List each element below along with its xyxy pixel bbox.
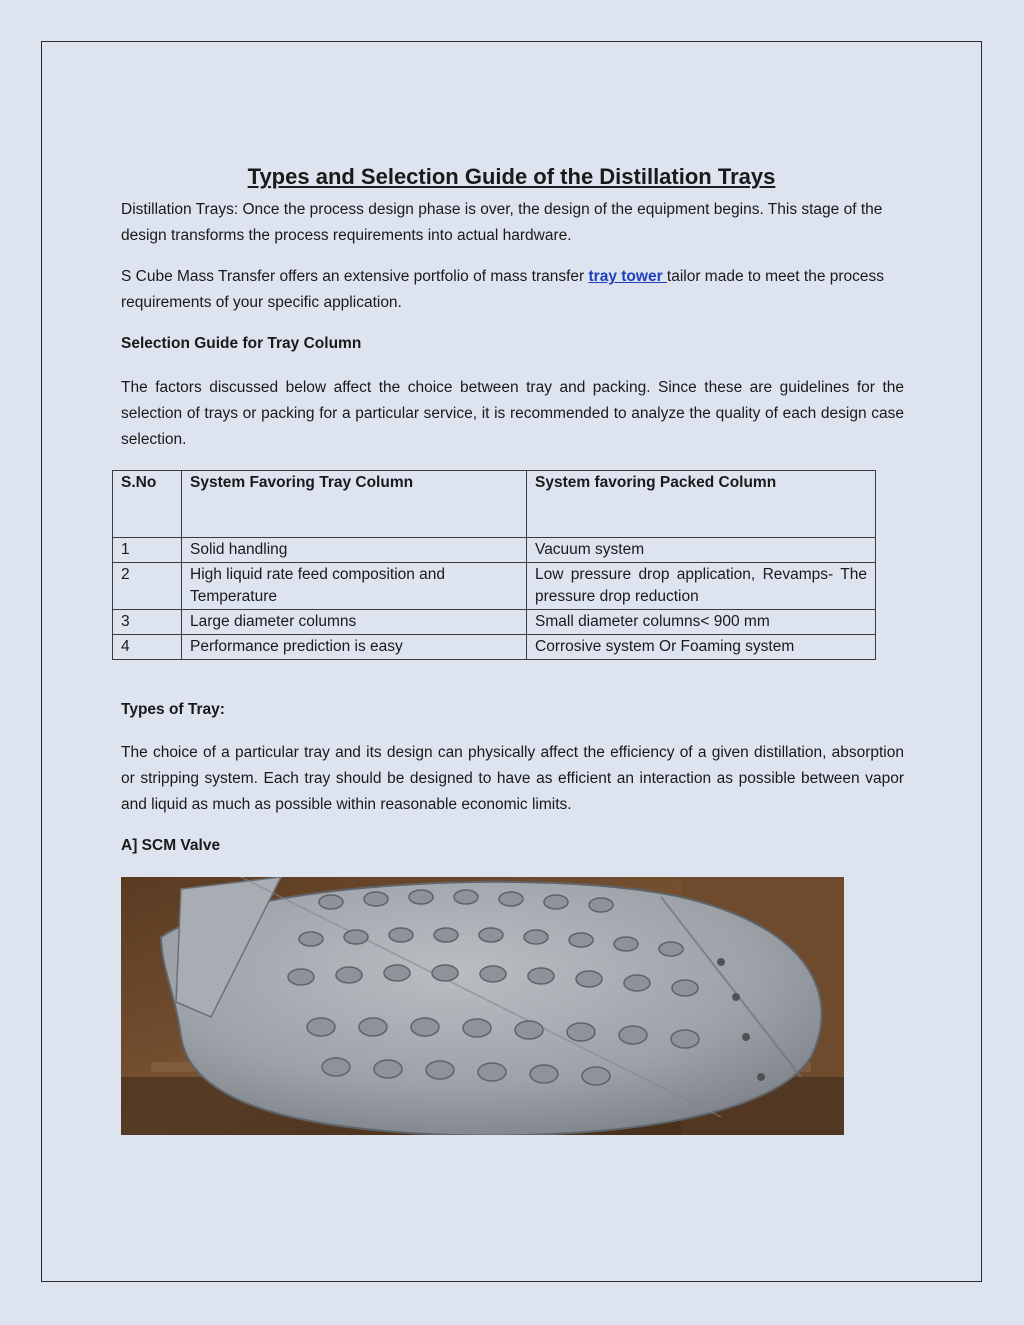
cell-sno: 2 [113, 563, 182, 610]
intro-paragraph: Distillation Trays: Once the process design phase is over, the design of the equipment begins. This stage of the design transforms the process requirements into actual hardware. [121, 201, 883, 244]
tray-photo-illustration [121, 877, 844, 1135]
scm-valve-heading: A] SCM Valve [121, 837, 221, 854]
portfolio-text-before: S Cube Mass Transfer offers an extensive portfolio of mass transfer [121, 268, 589, 285]
cell-tray: High liquid rate feed composition and Temperature [182, 563, 527, 610]
portfolio-paragraph [121, 264, 904, 316]
table-row [113, 563, 876, 610]
selection-guide-paragraph: The factors discussed below affect the choice between tray and packing. Since these are guidelines for the selection of trays or packing for a particular service, it is recommended to analyze the quality of each design case selection. [121, 379, 904, 448]
cell-packed: Small diameter columns< 900 mm [527, 610, 876, 635]
cell-packed: Vacuum system [527, 538, 876, 563]
cell-sno: 4 [113, 635, 182, 660]
cell-packed: Corrosive system Or Foaming system [527, 635, 876, 660]
selection-guide-heading: Selection Guide for Tray Column [121, 335, 362, 352]
types-of-tray-paragraph: The choice of a particular tray and its design can physically affect the efficiency of a given distillation, absorption or stripping system. Each tray should be designed to have as efficient an interaction as possible between vapor and liquid as much as possible within reasonable economic limits. [121, 744, 904, 813]
table-row [113, 538, 876, 563]
document-page [41, 41, 982, 1282]
cell-sno: 3 [113, 610, 182, 635]
portfolio-text-after: tailor made to meet the process requirements of your specific application. [121, 268, 885, 311]
header-sno: S.No [113, 471, 182, 538]
cell-sno: 1 [113, 538, 182, 563]
header-packed-column: System favoring Packed Column [527, 471, 876, 538]
table-header-row [113, 471, 876, 538]
table-row [113, 610, 876, 635]
scm-valve-tray-photo [121, 877, 844, 1135]
cell-tray: Solid handling [182, 538, 527, 563]
selection-guide-table [112, 470, 876, 660]
cell-tray: Large diameter columns [182, 610, 527, 635]
page-title: Types and Selection Guide of the Distillation Trays [247, 164, 776, 189]
table-row [113, 635, 876, 660]
cell-packed: Low pressure drop application, Revamps- The pressure drop reduction [527, 563, 876, 610]
types-of-tray-heading: Types of Tray: [121, 701, 225, 718]
tray-tower-link[interactable]: tray tower [588, 268, 667, 285]
header-tray-column: System Favoring Tray Column [182, 471, 527, 538]
cell-tray: Performance prediction is easy [182, 635, 527, 660]
